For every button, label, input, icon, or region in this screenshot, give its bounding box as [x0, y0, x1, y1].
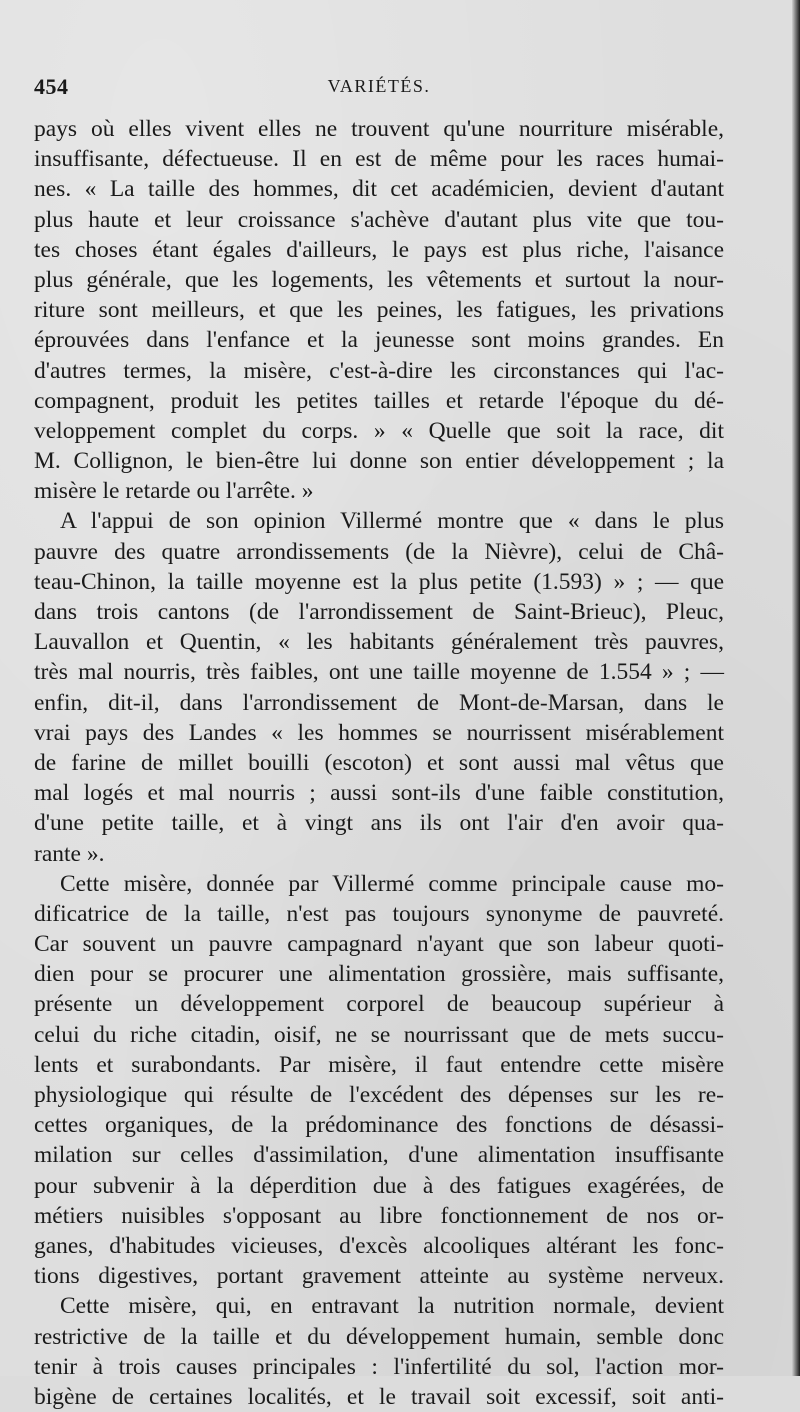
text-line: cettes organiques, de la prédominance des fonctions de désassi- [34, 1112, 724, 1139]
text-line: pays où elles vivent elles ne trouvent qu'une nourriture misérable, [34, 116, 724, 142]
text-line: compagnent, produit les petites tailles et retarde l'époque du dé- [34, 387, 724, 414]
text-line: Cette misère, qui, en entravant la nutrition normale, devient [60, 1293, 724, 1320]
text-line: restrictive de la taille et du développement humain, semble donc [34, 1323, 724, 1350]
text-line: d'autres termes, la misère, c'est-à-dire les circonstances qui l'ac- [34, 357, 724, 384]
text-line: insuffisante, défectueuse. Il en est de même pour les races humai- [34, 146, 724, 173]
page-edge-shadow [792, 0, 800, 1376]
text-line: plus générale, que les logements, les vêtements et surtout la nour- [34, 266, 724, 293]
text-line: pour subvenir à la déperdition due à des fatigues exagérées, de [34, 1172, 724, 1199]
text-line: présente un développement corporel de beaucoup supérieur à [34, 991, 724, 1018]
text-line: ganes, d'habitudes vicieuses, d'excès alcooliques altérant les fonc- [34, 1232, 724, 1259]
text-line: lents et surabondants. Par misère, il faut entendre cette misère [34, 1051, 724, 1078]
text-line: dans trois cantons (de l'arrondissement de Saint-Brieuc), Pleuc, [34, 599, 724, 625]
text-line: milation sur celles d'assimilation, d'une alimentation insuffisante [34, 1142, 724, 1169]
text-line: teau-Chinon, la taille moyenne est la plus petite (1.593) » ; — que [34, 568, 724, 595]
page-number: 454 [34, 74, 69, 99]
text-line: nes. « La taille des hommes, dit cet académicien, devient d'autant [34, 176, 724, 203]
text-line: d'une petite taille, et à vingt ans ils ont l'air d'en avoir qua- [34, 810, 724, 837]
text-line: éprouvées dans l'enfance et la jeunesse sont moins grandes. En [34, 327, 724, 354]
running-head: VARIÉTÉS. [327, 76, 431, 96]
text-line: riture sont meilleurs, et que les peines, les fatigues, les privations [34, 297, 724, 324]
text-line: plus haute et leur croissance s'achève d'autant plus vite que tou- [34, 206, 724, 233]
text-line: mal logés et mal nourris ; aussi sont-ils d'une faible constitution, [34, 780, 724, 807]
text-line: dien pour se procurer une alimentation grossière, mais suffisante, [34, 961, 724, 988]
text-line: tes choses étant égales d'ailleurs, le pays est plus riche, l'aisance [34, 236, 724, 263]
text-line: très mal nourris, très faibles, ont une taille moyenne de 1.554 » ; — [34, 659, 724, 686]
text-line: tenir à trois causes principales : l'infertilité du sol, l'action mor- [34, 1353, 724, 1380]
text-line: A l'appui de son opinion Villermé montre que « dans le plus [60, 508, 724, 535]
text-line: métiers nuisibles s'opposant au libre fonctionnement de nos or- [34, 1202, 724, 1229]
text-line: bigène de certaines localités, et le travail soit excessif, soit anti- [34, 1383, 724, 1410]
page-header [34, 74, 724, 104]
text-line: Lauvallon et Quentin, « les habitants généralement très pauvres, [34, 629, 724, 656]
text-line: vrai pays des Landes « les hommes se nourrissent misérablement [34, 719, 724, 746]
text-line: tions digestives, portant gravement atteinte au système nerveux. [34, 1263, 724, 1290]
text-line: pauvre des quatre arrondissements (de la Nièvre), celui de Châ- [34, 538, 724, 565]
text-line: misère le retarde ou l'arrête. » [34, 478, 314, 505]
text-line: physiologique qui résulte de l'excédent des dépenses sur les re- [34, 1082, 724, 1108]
text-line: Cette misère, donnée par Villermé comme principale cause mo- [60, 870, 724, 897]
body-text [34, 114, 724, 1412]
text-line: veloppement complet du corps. » « Quelle que soit la race, dit [34, 417, 724, 444]
text-line: enfin, dit-il, dans l'arrondissement de Mont-de-Marsan, dans le [34, 689, 724, 716]
text-line: Car souvent un pauvre campagnard n'ayant que son labeur quoti- [34, 931, 724, 958]
text-line: celui du riche citadin, oisif, ne se nourrissant que de mets succu- [34, 1021, 724, 1048]
text-line: rante ». [34, 840, 105, 867]
text-line: dificatrice de la taille, n'est pas toujours synonyme de pauvreté. [34, 900, 724, 927]
text-line: M. Collignon, le bien-être lui donne son entier développement ; la [34, 448, 724, 475]
text-line: de farine de millet bouilli (escoton) et sont aussi mal vêtus que [34, 749, 724, 776]
